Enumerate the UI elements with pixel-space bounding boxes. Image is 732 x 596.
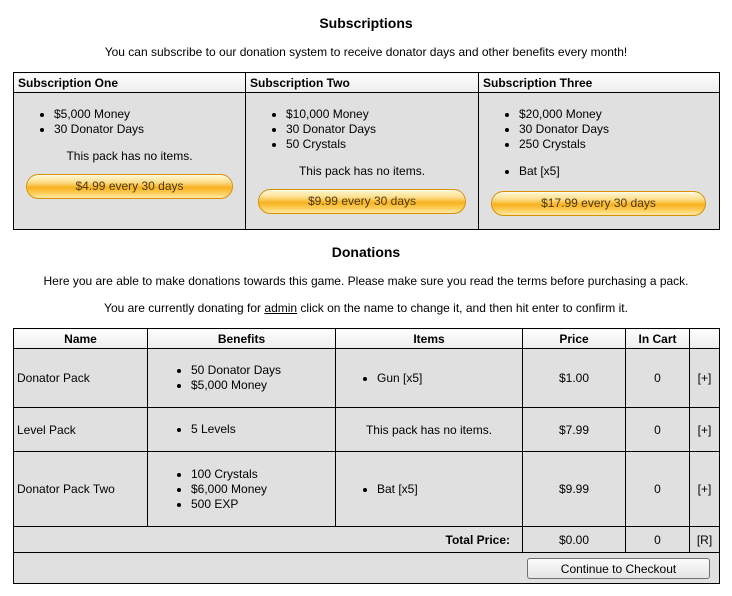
donations-intro: Here you are able to make donations towards this game. Please make sure you read the terms before purchasing a pack. [43, 274, 689, 288]
subscription-three-items [479, 152, 719, 179]
pack-items [336, 349, 523, 408]
table-row [14, 408, 720, 452]
pack-price: $1.00 [523, 349, 626, 408]
col-in-cart: In Cart [626, 329, 690, 349]
checkout-row [14, 553, 720, 584]
benefit-item: • $5,000 Money [191, 378, 332, 393]
benefit-item: • $10,000 Money [286, 107, 478, 122]
subscription-three-cell [479, 93, 720, 230]
subscription-one-header: Subscription One [14, 73, 246, 93]
col-items: Items [336, 329, 523, 349]
benefit-item: • 5 Levels [191, 422, 332, 437]
total-row [14, 527, 720, 553]
benefit-item: • 30 Donator Days [286, 122, 478, 137]
subscription-two-no-items: This pack has no items. [298, 164, 426, 178]
benefit-item: • 30 Donator Days [54, 122, 245, 137]
add-to-cart-button[interactable]: [+] [690, 408, 720, 452]
pack-benefits [148, 452, 336, 527]
pack-in-cart: 0 [626, 452, 690, 527]
subscription-two-button[interactable]: $9.99 every 30 days [258, 189, 466, 214]
subscription-three-benefits [479, 93, 719, 152]
reset-cart-button[interactable]: [R] [690, 527, 720, 553]
benefit-item: • $5,000 Money [54, 107, 245, 122]
total-price-label: Total Price: [14, 527, 523, 553]
col-benefits: Benefits [148, 329, 336, 349]
subscriptions-title: Subscriptions [319, 15, 413, 31]
subscription-one-cell [14, 93, 246, 230]
subscription-one-button[interactable]: $4.99 every 30 days [26, 174, 233, 199]
col-price: Price [523, 329, 626, 349]
subscriptions-intro: You can subscribe to our donation system to receive donator days and other benefits every month! [104, 45, 628, 59]
pack-items [336, 452, 523, 527]
benefit-item: • 30 Donator Days [519, 122, 719, 137]
benefit-item: • 100 Crystals [191, 467, 332, 482]
subscription-two-header: Subscription Two [246, 73, 479, 93]
item-entry: • Bat [x5] [377, 482, 519, 497]
subscription-two-cell [246, 93, 479, 230]
pack-price: $9.99 [523, 452, 626, 527]
subscription-two-benefits [246, 93, 478, 152]
col-action [690, 329, 720, 349]
subscription-one-benefits [14, 93, 245, 137]
pack-name: Donator Pack [14, 349, 148, 408]
donating-user-link[interactable]: admin [264, 301, 298, 315]
subscriptions-table [13, 72, 720, 230]
total-in-cart: 0 [626, 527, 690, 553]
pack-name: Donator Pack Two [14, 452, 148, 527]
donations-title: Donations [331, 244, 401, 260]
checkout-cell [14, 553, 720, 584]
subscription-three-button[interactable]: $17.99 every 30 days [491, 191, 706, 216]
pack-name: Level Pack [14, 408, 148, 452]
donations-table [13, 328, 720, 584]
donating-suffix: click on the name to change it, and then hit enter to confirm it. [300, 301, 628, 315]
add-to-cart-button[interactable]: [+] [690, 452, 720, 527]
donating-prefix: You are currently donating for [104, 301, 262, 315]
benefit-item: • $20,000 Money [519, 107, 719, 122]
pack-benefits [148, 349, 336, 408]
continue-to-checkout-button[interactable]: Continue to Checkout [527, 558, 710, 579]
benefit-item: • 50 Crystals [286, 137, 478, 152]
subscription-one-no-items: This pack has no items. [66, 149, 193, 163]
pack-benefits [148, 408, 336, 452]
pack-no-items: This pack has no items. [336, 408, 523, 452]
table-row [14, 452, 720, 527]
donating-for-line [0, 301, 732, 315]
add-to-cart-button[interactable]: [+] [690, 349, 720, 408]
table-row [14, 349, 720, 408]
benefit-item: • 50 Donator Days [191, 363, 332, 378]
col-name: Name [14, 329, 148, 349]
item-entry: • Bat [x5] [519, 164, 719, 179]
benefit-item: • $6,000 Money [191, 482, 332, 497]
pack-in-cart: 0 [626, 349, 690, 408]
total-price: $0.00 [523, 527, 626, 553]
benefit-item: • 500 EXP [191, 497, 332, 512]
subscription-three-header: Subscription Three [479, 73, 720, 93]
item-entry: • Gun [x5] [377, 371, 519, 386]
pack-price: $7.99 [523, 408, 626, 452]
benefit-item: • 250 Crystals [519, 137, 719, 152]
pack-in-cart: 0 [626, 408, 690, 452]
